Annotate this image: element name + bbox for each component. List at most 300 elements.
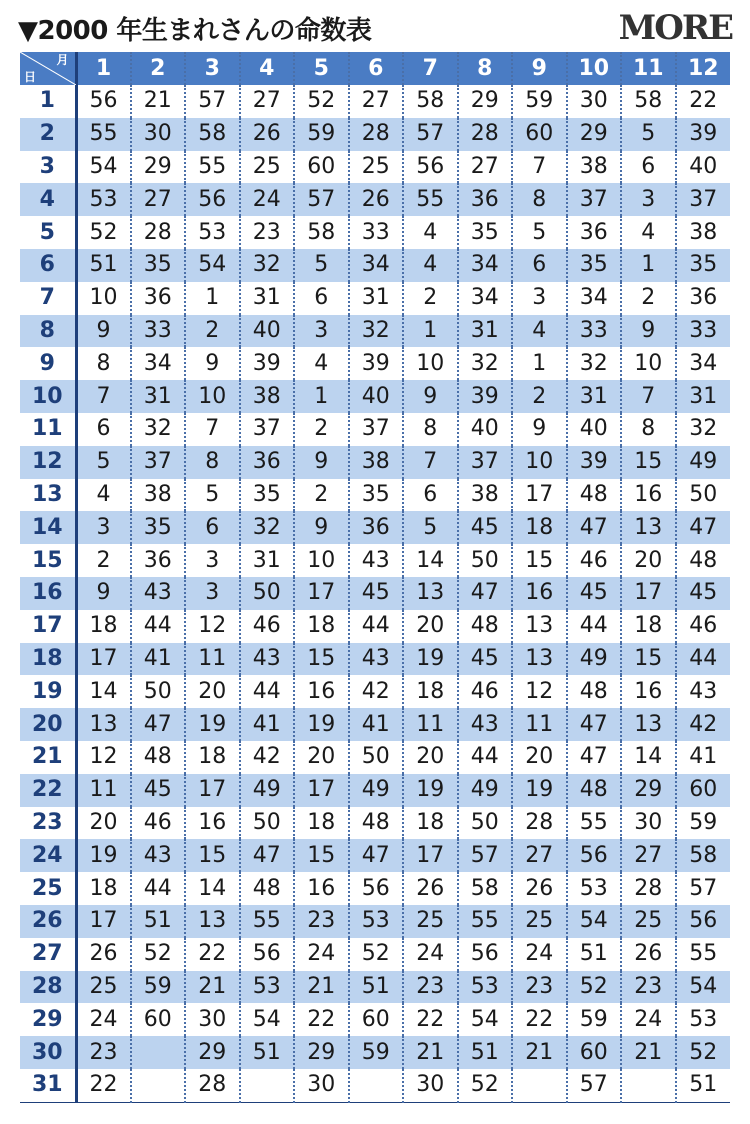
- meisu-cell: 22: [676, 85, 731, 118]
- meisu-cell: 57: [458, 839, 513, 872]
- meisu-cell: 41: [676, 741, 731, 774]
- meisu-cell: 5: [294, 249, 349, 282]
- meisu-cell: 17: [621, 577, 676, 610]
- meisu-cell: 9: [403, 380, 458, 413]
- meisu-cell: 28: [621, 872, 676, 905]
- day-label: 22: [20, 774, 76, 807]
- meisu-cell: 54: [458, 1003, 513, 1036]
- day-label: 16: [20, 577, 76, 610]
- table-row: [20, 971, 730, 1004]
- meisu-cell: 3: [76, 511, 131, 544]
- meisu-cell: 35: [458, 216, 513, 249]
- meisu-cell: 14: [185, 872, 240, 905]
- meisu-cell: 15: [512, 544, 567, 577]
- meisu-cell: 34: [458, 282, 513, 315]
- meisu-cell: 1: [621, 249, 676, 282]
- meisu-cell: 37: [131, 446, 186, 479]
- meisu-cell: 17: [294, 577, 349, 610]
- meisu-cell: 22: [294, 1003, 349, 1036]
- meisu-cell: 45: [349, 577, 404, 610]
- table-row: [20, 282, 730, 315]
- meisu-cell: 49: [676, 446, 731, 479]
- meisu-cell: 43: [349, 643, 404, 676]
- meisu-cell: 19: [294, 708, 349, 741]
- meisu-cell: 40: [240, 315, 295, 348]
- meisu-cell: 32: [240, 249, 295, 282]
- meisu-cell: 3: [185, 544, 240, 577]
- meisu-cell: 43: [131, 577, 186, 610]
- meisu-cell: 10: [403, 347, 458, 380]
- meisu-cell: 21: [185, 971, 240, 1004]
- meisu-cell: 19: [403, 643, 458, 676]
- meisu-cell: 56: [349, 872, 404, 905]
- meisu-cell: 29: [294, 1036, 349, 1069]
- table-row: [20, 872, 730, 905]
- meisu-cell: 4: [76, 479, 131, 512]
- meisu-cell: 55: [185, 151, 240, 184]
- meisu-cell: 42: [676, 708, 731, 741]
- day-label: 10: [20, 380, 76, 413]
- meisu-cell: 17: [294, 774, 349, 807]
- meisu-cell: 8: [512, 183, 567, 216]
- meisu-cell: 42: [240, 741, 295, 774]
- meisu-cell: 3: [185, 577, 240, 610]
- meisu-cell: 30: [131, 118, 186, 151]
- meisu-cell: 34: [349, 249, 404, 282]
- meisu-cell: 11: [76, 774, 131, 807]
- meisu-cell: 52: [294, 85, 349, 118]
- day-label: 29: [20, 1003, 76, 1036]
- meisu-cell: 6: [294, 282, 349, 315]
- meisu-cell: 59: [294, 118, 349, 151]
- month-header-10: 10: [567, 52, 622, 85]
- meisu-cell: 20: [403, 741, 458, 774]
- meisu-cell: 16: [512, 577, 567, 610]
- meisu-cell: 21: [512, 1036, 567, 1069]
- meisu-cell: 54: [567, 905, 622, 938]
- meisu-cell: 8: [403, 413, 458, 446]
- meisu-cell: 24: [512, 938, 567, 971]
- meisu-cell: 24: [621, 1003, 676, 1036]
- meisu-cell: 30: [185, 1003, 240, 1036]
- meisu-cell: 18: [403, 807, 458, 840]
- meisu-cell: 56: [185, 183, 240, 216]
- day-label: 13: [20, 479, 76, 512]
- meisu-cell: 60: [349, 1003, 404, 1036]
- meisu-cell: 10: [512, 446, 567, 479]
- meisu-cell: 43: [131, 839, 186, 872]
- table-row: [20, 610, 730, 643]
- meisu-cell: 22: [512, 1003, 567, 1036]
- meisu-cell: 24: [240, 183, 295, 216]
- meisu-cell: 53: [76, 183, 131, 216]
- table-row: [20, 347, 730, 380]
- table-row: [20, 839, 730, 872]
- meisu-cell: 15: [185, 839, 240, 872]
- meisu-cell: 23: [512, 971, 567, 1004]
- table-row: [20, 1069, 730, 1102]
- month-axis-label: 月: [56, 53, 69, 67]
- meisu-cell: 5: [512, 216, 567, 249]
- more-logo: MORE: [618, 8, 732, 48]
- meisu-cell: 57: [676, 872, 731, 905]
- meisu-cell: 56: [567, 839, 622, 872]
- meisu-cell: 58: [676, 839, 731, 872]
- meisu-cell: 6: [621, 151, 676, 184]
- meisu-cell: 39: [676, 118, 731, 151]
- meisu-cell: 32: [240, 511, 295, 544]
- meisu-cell: 46: [240, 610, 295, 643]
- meisu-cell: 42: [349, 675, 404, 708]
- meisu-cell: 16: [621, 675, 676, 708]
- meisu-cell: 52: [676, 1036, 731, 1069]
- meisu-cell: 16: [294, 872, 349, 905]
- meisu-cell: 11: [403, 708, 458, 741]
- meisu-cell: 7: [621, 380, 676, 413]
- month-header-4: 4: [240, 52, 295, 85]
- meisu-cell: 29: [458, 85, 513, 118]
- day-axis-label: 日: [24, 70, 37, 84]
- day-label: 23: [20, 807, 76, 840]
- meisu-cell: 15: [294, 643, 349, 676]
- meisu-cell: 52: [458, 1069, 513, 1102]
- day-label: 28: [20, 971, 76, 1004]
- meisu-cell: 33: [567, 315, 622, 348]
- day-label: 24: [20, 839, 76, 872]
- meisu-cell: 54: [76, 151, 131, 184]
- meisu-cell: 13: [512, 610, 567, 643]
- meisu-cell: 59: [131, 971, 186, 1004]
- meisu-cell: 6: [76, 413, 131, 446]
- table-row: [20, 774, 730, 807]
- meisu-cell: 50: [458, 807, 513, 840]
- day-label: 19: [20, 675, 76, 708]
- meisu-cell: 49: [240, 774, 295, 807]
- meisu-cell: 51: [131, 905, 186, 938]
- meisu-cell: 17: [403, 839, 458, 872]
- day-label: 26: [20, 905, 76, 938]
- meisu-cell: 19: [76, 839, 131, 872]
- meisu-cell: 16: [294, 675, 349, 708]
- meisu-cell: 27: [512, 839, 567, 872]
- meisu-cell: 40: [458, 413, 513, 446]
- meisu-cell: 31: [240, 282, 295, 315]
- meisu-cell: 1: [294, 380, 349, 413]
- table-row: [20, 675, 730, 708]
- meisu-cell: 39: [349, 347, 404, 380]
- meisu-cell: 21: [294, 971, 349, 1004]
- meisu-cell: 58: [185, 118, 240, 151]
- meisu-cell: 7: [76, 380, 131, 413]
- month-header-9: 9: [512, 52, 567, 85]
- meisu-cell: 26: [621, 938, 676, 971]
- meisu-cell: 29: [185, 1036, 240, 1069]
- meisu-cell: 33: [131, 315, 186, 348]
- meisu-cell: 13: [185, 905, 240, 938]
- meisu-cell: 6: [185, 511, 240, 544]
- meisu-cell: 55: [76, 118, 131, 151]
- page-title: ▼2000 年生まれさんの命数表: [18, 16, 372, 46]
- meisu-cell: 35: [567, 249, 622, 282]
- meisu-cell: 30: [403, 1069, 458, 1102]
- meisu-cell: 54: [676, 971, 731, 1004]
- day-label: 21: [20, 741, 76, 774]
- meisu-cell: 41: [240, 708, 295, 741]
- meisu-cell: 43: [349, 544, 404, 577]
- meisu-cell: 37: [567, 183, 622, 216]
- meisu-cell: 23: [621, 971, 676, 1004]
- meisu-cell: 53: [185, 216, 240, 249]
- meisu-cell: 29: [621, 774, 676, 807]
- meisu-table: [20, 52, 730, 1103]
- meisu-cell: 49: [349, 774, 404, 807]
- meisu-cell: 7: [403, 446, 458, 479]
- meisu-cell: 17: [76, 643, 131, 676]
- day-label: 1: [20, 85, 76, 118]
- meisu-cell: [131, 1036, 186, 1069]
- meisu-cell: 31: [567, 380, 622, 413]
- meisu-cell: 46: [131, 807, 186, 840]
- meisu-cell: 2: [512, 380, 567, 413]
- day-label: 18: [20, 643, 76, 676]
- meisu-cell: 8: [621, 413, 676, 446]
- meisu-cell: 38: [458, 479, 513, 512]
- meisu-cell: 8: [76, 347, 131, 380]
- meisu-cell: 46: [567, 544, 622, 577]
- meisu-cell: 3: [512, 282, 567, 315]
- day-label: 2: [20, 118, 76, 151]
- meisu-cell: 27: [621, 839, 676, 872]
- meisu-cell: 37: [676, 183, 731, 216]
- meisu-cell: 26: [512, 872, 567, 905]
- day-label: 8: [20, 315, 76, 348]
- meisu-cell: 57: [567, 1069, 622, 1102]
- meisu-cell: 47: [240, 839, 295, 872]
- meisu-cell: 4: [621, 216, 676, 249]
- meisu-cell: 45: [458, 643, 513, 676]
- meisu-cell: 18: [294, 807, 349, 840]
- meisu-cell: 32: [676, 413, 731, 446]
- meisu-cell: 35: [131, 249, 186, 282]
- meisu-cell: 49: [567, 643, 622, 676]
- meisu-cell: 58: [294, 216, 349, 249]
- meisu-cell: 60: [294, 151, 349, 184]
- table-row: [20, 118, 730, 151]
- day-label: 25: [20, 872, 76, 905]
- meisu-cell: 59: [567, 1003, 622, 1036]
- meisu-cell: 32: [131, 413, 186, 446]
- meisu-cell: 50: [458, 544, 513, 577]
- meisu-cell: 44: [349, 610, 404, 643]
- day-label: 27: [20, 938, 76, 971]
- meisu-cell: 14: [76, 675, 131, 708]
- meisu-cell: 23: [294, 905, 349, 938]
- meisu-cell: 26: [403, 872, 458, 905]
- meisu-cell: 34: [131, 347, 186, 380]
- table-row: [20, 511, 730, 544]
- meisu-cell: 36: [131, 544, 186, 577]
- meisu-cell: 31: [349, 282, 404, 315]
- meisu-cell: 55: [240, 905, 295, 938]
- meisu-cell: 28: [512, 807, 567, 840]
- meisu-cell: 4: [294, 347, 349, 380]
- meisu-cell: 25: [349, 151, 404, 184]
- meisu-cell: 23: [76, 1036, 131, 1069]
- meisu-cell: 20: [185, 675, 240, 708]
- meisu-cell: 9: [512, 413, 567, 446]
- meisu-cell: 47: [567, 511, 622, 544]
- meisu-cell: 16: [185, 807, 240, 840]
- meisu-cell: 51: [458, 1036, 513, 1069]
- meisu-cell: 44: [676, 643, 731, 676]
- meisu-cell: 25: [512, 905, 567, 938]
- meisu-cell: 18: [294, 610, 349, 643]
- meisu-cell: 14: [403, 544, 458, 577]
- table-row: [20, 807, 730, 840]
- table-row: [20, 151, 730, 184]
- meisu-cell: 2: [76, 544, 131, 577]
- meisu-cell: 59: [512, 85, 567, 118]
- meisu-cell: 14: [621, 741, 676, 774]
- meisu-cell: 13: [76, 708, 131, 741]
- meisu-cell: 47: [567, 741, 622, 774]
- meisu-cell: 15: [621, 446, 676, 479]
- meisu-cell: 44: [458, 741, 513, 774]
- meisu-cell: 44: [240, 675, 295, 708]
- meisu-cell: 41: [131, 643, 186, 676]
- meisu-cell: 40: [567, 413, 622, 446]
- meisu-cell: 43: [458, 708, 513, 741]
- table-row: [20, 741, 730, 774]
- meisu-cell: 53: [458, 971, 513, 1004]
- meisu-cell: 48: [567, 675, 622, 708]
- meisu-cell: [621, 1069, 676, 1102]
- table-row: [20, 249, 730, 282]
- meisu-cell: 47: [567, 708, 622, 741]
- meisu-cell: 48: [240, 872, 295, 905]
- meisu-cell: 29: [567, 118, 622, 151]
- day-label: 6: [20, 249, 76, 282]
- meisu-cell: 20: [621, 544, 676, 577]
- meisu-cell: 47: [676, 511, 731, 544]
- meisu-cell: 22: [185, 938, 240, 971]
- table-row: [20, 183, 730, 216]
- meisu-cell: 3: [621, 183, 676, 216]
- meisu-cell: 25: [240, 151, 295, 184]
- month-header-5: 5: [294, 52, 349, 85]
- meisu-cell: 35: [676, 249, 731, 282]
- meisu-cell: 56: [240, 938, 295, 971]
- meisu-cell: [240, 1069, 295, 1102]
- meisu-cell: 46: [458, 675, 513, 708]
- meisu-cell: 2: [294, 479, 349, 512]
- meisu-cell: 7: [185, 413, 240, 446]
- meisu-cell: 28: [349, 118, 404, 151]
- meisu-cell: 24: [403, 938, 458, 971]
- meisu-cell: 28: [185, 1069, 240, 1102]
- month-header-11: 11: [621, 52, 676, 85]
- meisu-cell: 60: [512, 118, 567, 151]
- meisu-cell: 4: [403, 216, 458, 249]
- meisu-cell: 58: [403, 85, 458, 118]
- meisu-cell: 48: [458, 610, 513, 643]
- meisu-cell: 47: [349, 839, 404, 872]
- meisu-cell: 39: [567, 446, 622, 479]
- meisu-cell: 27: [131, 183, 186, 216]
- meisu-cell: 52: [349, 938, 404, 971]
- meisu-cell: 50: [131, 675, 186, 708]
- meisu-cell: 30: [294, 1069, 349, 1102]
- meisu-cell: 2: [294, 413, 349, 446]
- meisu-cell: 18: [512, 511, 567, 544]
- month-header-7: 7: [403, 52, 458, 85]
- meisu-cell: 22: [403, 1003, 458, 1036]
- meisu-cell: 22: [76, 1069, 131, 1102]
- meisu-cell: 38: [676, 216, 731, 249]
- meisu-cell: 10: [185, 380, 240, 413]
- meisu-cell: 36: [131, 282, 186, 315]
- meisu-cell: 51: [567, 938, 622, 971]
- meisu-cell: 54: [240, 1003, 295, 1036]
- meisu-cell: 5: [185, 479, 240, 512]
- meisu-cell: 48: [131, 741, 186, 774]
- meisu-cell: 20: [76, 807, 131, 840]
- meisu-cell: 38: [240, 380, 295, 413]
- meisu-cell: 26: [349, 183, 404, 216]
- meisu-cell: 13: [621, 511, 676, 544]
- meisu-cell: 31: [131, 380, 186, 413]
- meisu-cell: 20: [512, 741, 567, 774]
- meisu-cell: 12: [512, 675, 567, 708]
- day-label: 5: [20, 216, 76, 249]
- month-header-row: [20, 52, 730, 85]
- meisu-cell: 26: [76, 938, 131, 971]
- table-row: [20, 216, 730, 249]
- meisu-cell: 21: [403, 1036, 458, 1069]
- meisu-cell: 55: [567, 807, 622, 840]
- table-row: [20, 1003, 730, 1036]
- meisu-cell: 15: [294, 839, 349, 872]
- meisu-cell: 17: [76, 905, 131, 938]
- meisu-cell: 12: [185, 610, 240, 643]
- meisu-cell: 13: [512, 643, 567, 676]
- meisu-cell: 47: [131, 708, 186, 741]
- meisu-cell: 9: [294, 511, 349, 544]
- meisu-cell: 53: [567, 872, 622, 905]
- meisu-cell: 31: [458, 315, 513, 348]
- meisu-cell: 26: [240, 118, 295, 151]
- meisu-cell: 25: [76, 971, 131, 1004]
- meisu-cell: 24: [76, 1003, 131, 1036]
- table-body: [20, 85, 730, 1102]
- day-label: 7: [20, 282, 76, 315]
- meisu-cell: 39: [458, 380, 513, 413]
- meisu-cell: 27: [349, 85, 404, 118]
- meisu-cell: 32: [349, 315, 404, 348]
- day-label: 12: [20, 446, 76, 479]
- meisu-cell: 29: [131, 151, 186, 184]
- meisu-cell: 46: [676, 610, 731, 643]
- meisu-cell: 39: [240, 347, 295, 380]
- meisu-cell: 7: [512, 151, 567, 184]
- meisu-cell: 25: [621, 905, 676, 938]
- meisu-cell: 33: [349, 216, 404, 249]
- meisu-cell: 48: [567, 774, 622, 807]
- meisu-cell: 1: [403, 315, 458, 348]
- table-row: [20, 413, 730, 446]
- meisu-cell: 44: [131, 872, 186, 905]
- meisu-cell: 48: [567, 479, 622, 512]
